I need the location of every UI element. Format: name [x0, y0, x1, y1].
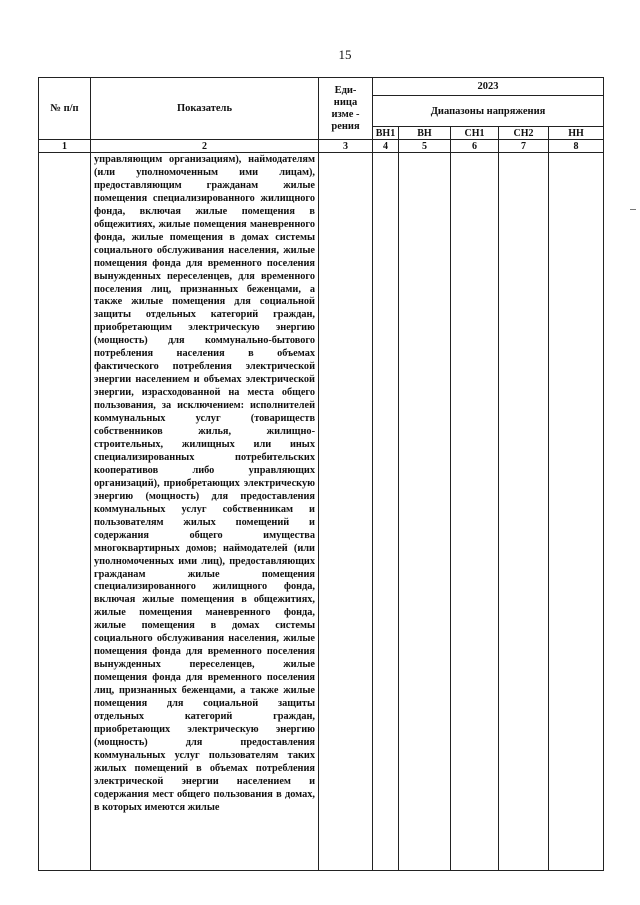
header-code-vn1: ВН1: [373, 127, 399, 140]
header-voltage-ranges: Диапазоны напряжения: [373, 96, 604, 127]
column-number: 1: [39, 140, 91, 153]
header-code-sn2: СН2: [499, 127, 549, 140]
table-row: [39, 153, 604, 871]
header-unit-line: ница: [333, 96, 358, 108]
header-unit: [319, 78, 373, 140]
header-no: № п/п: [39, 78, 91, 140]
indicator-text: управляющим организациям), наймодателям (или уполномоченным ими лицам), предоставляющим гражданам жилые помещения специализированного жилищного фонда, включая жилые помещения в общежитиях, жилые помещения маневренного фонда, жилые помещения в домах системы социального обслуживания населения, жилые помещения фонда для временного поселения вынужденных переселенцев, для временного поселения лиц, признанных беженцами, а также жилые помещения для социальной защиты отдельных категорий граждан, приобретающим электрическую энергию (мощность) для коммунально-бытового потребления населения в объемах фактического потребления электрической энергии населением и объемах электрической энергии, израсходованной на места общего пользования, за исключением: исполнителей коммунальных услуг (товариществ собственников жилья, жилищно-строительных, жилищных или иных специализированных потребительских кооперативов либо управляющих организаций), приобретающих электрическую энергию (мощность) для предоставления коммунальных услуг собственникам и пользователям жилых помещений и содержания общего имущества многоквартирных домов; наймодателей (или уполномоченных ими лиц), предоставляющих гражданам жилые помещения специализированного жилищного фонда, включая жилые помещения в общежитиях, жилые помещения маневренного фонда, жилые помещения в домах системы социального обслуживания населения, жилые помещения фонда для временного поселения вынужденных переселенцев, жилые помещения фонда для временного поселения лиц, признанных беженцами, а также жилые помещения для социальной защиты отдельных категорий граждан, приобретающих электрическую энергию (мощность) для предоставления коммунальных услуг пользователям таких жилых помещений в объемах потребления электрической энергии населением и содержания мест общего пользования в домах, в которых имеются жилые: [94, 154, 315, 813]
row-number-cell: [39, 153, 91, 871]
margin-mark: [630, 209, 636, 210]
header-year: 2023: [373, 78, 604, 96]
header-unit-line: Еди-: [334, 84, 357, 96]
indicator-cell: [91, 153, 319, 871]
column-number: 6: [451, 140, 499, 153]
column-number: 8: [549, 140, 604, 153]
page-number: 15: [338, 47, 352, 62]
value-cell-sn1: [451, 153, 499, 871]
value-cell-sn2: [499, 153, 549, 871]
column-number-row: [39, 140, 604, 153]
header-unit-line: изме -: [331, 108, 360, 120]
header-code-nn: НН: [549, 127, 604, 140]
header-code-sn1: СН1: [451, 127, 499, 140]
header-code-vn: ВН: [399, 127, 451, 140]
value-cell-vn1: [373, 153, 399, 871]
column-number: 5: [399, 140, 451, 153]
header-unit-line: рения: [331, 120, 360, 132]
value-cell-nn: [549, 153, 604, 871]
column-number: 3: [319, 140, 373, 153]
header-indicator: Показатель: [91, 78, 319, 140]
unit-cell: [319, 153, 373, 871]
column-number: 2: [91, 140, 319, 153]
value-cell-vn: [399, 153, 451, 871]
tariff-table: [38, 77, 604, 871]
column-number: 7: [499, 140, 549, 153]
column-number: 4: [373, 140, 399, 153]
